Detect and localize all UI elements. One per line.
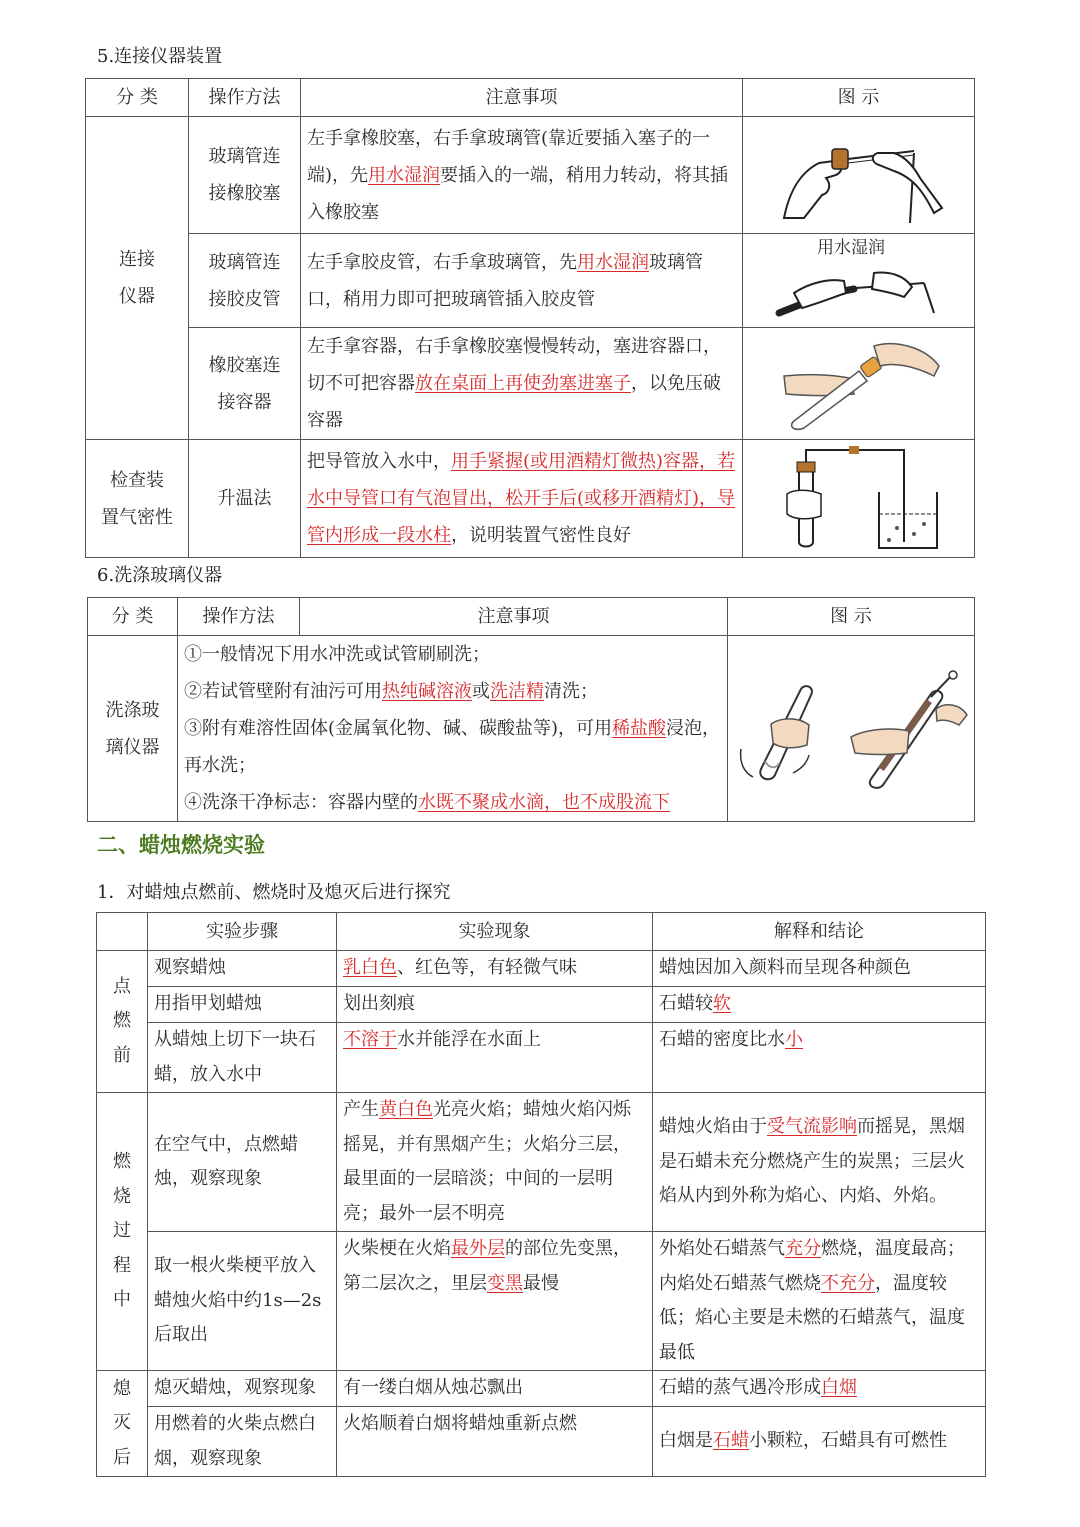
note-text: ④洗涤干净标志：容器内壁的 — [184, 792, 418, 813]
note-key-text: 用水湿润 — [368, 164, 441, 186]
plain-text: 蜡烛火焰由于 — [659, 1116, 767, 1138]
conclusion-match — [653, 1232, 986, 1371]
figure-label-wet: 用水湿润 — [817, 238, 885, 258]
step-cut: 从蜡烛上切下一块石蜡，放入水中 — [148, 1023, 337, 1093]
note-text: 要插入的一端，稍用力转动，将其插入橡胶塞 — [307, 164, 729, 223]
wash-notes — [178, 636, 728, 822]
hands-stopper-test-tube-icon — [774, 336, 944, 431]
plain-text: 最慢 — [523, 1272, 559, 1294]
wash-glassware-table — [87, 597, 975, 822]
plain-text: 外焰处石蜡蒸气 — [659, 1238, 785, 1259]
answer-text: 变黑 — [487, 1272, 523, 1294]
candle-experiment-table — [96, 912, 986, 1477]
plain-text: 、红色等，有轻微气味 — [397, 957, 577, 979]
step-extinguish: 熄灭蜡烛，观察现象 — [148, 1371, 337, 1407]
figure-wash — [728, 636, 975, 822]
phenomenon-light — [337, 1093, 653, 1232]
note-text: ，说明装置气密性良好 — [451, 525, 631, 546]
answer-text: 石蜡 — [713, 1430, 749, 1452]
part-2-heading: 二、蜡烛燃烧实验 — [97, 833, 265, 857]
note-text: 清洗； — [544, 681, 598, 702]
method-line: 接橡胶塞 — [208, 183, 281, 204]
header-category: 分 类 — [86, 79, 189, 117]
group-after — [97, 1371, 148, 1477]
method-line: 接胶皮管 — [208, 288, 281, 310]
note-text: 左手拿容器，右手拿橡胶塞慢慢转动，塞进容器口，切不可把容器 — [307, 336, 721, 394]
plain-text: 石蜡的密度比水 — [659, 1029, 785, 1050]
plain-text: ，温度较低；焰心主要是未燃的石蜡蒸气，温度最低 — [659, 1272, 965, 1363]
group-char: 熄 — [113, 1377, 131, 1399]
note-tube-stopper — [301, 117, 743, 234]
plain-text: 火柴梗在火焰 — [343, 1238, 451, 1259]
header-phenomenon: 实验现象 — [337, 913, 653, 951]
step-match: 取一根火柴梗平放入蜡烛火焰中约1s—2s 后取出 — [148, 1232, 337, 1371]
method-tube-stopper — [189, 117, 301, 234]
plain-text: 小颗粒，石蜡具有可燃性 — [749, 1430, 947, 1452]
group-during — [97, 1093, 148, 1371]
answer-text: 受气流影响 — [767, 1116, 857, 1138]
step-scratch: 用指甲划蜡烛 — [148, 987, 337, 1023]
group-char: 过 — [113, 1220, 131, 1242]
step-light: 在空气中，点燃蜡烛，观察现象 — [148, 1093, 337, 1232]
note-text: 玻璃管口，稍用力即可把玻璃管插入胶皮管 — [307, 251, 703, 310]
note-text: 把导管放入水中， — [307, 451, 451, 472]
category-line: 洗涤玻 — [105, 699, 160, 721]
answer-text: 白烟 — [821, 1377, 857, 1399]
note-text: 或 — [472, 681, 490, 702]
plain-text: 产生 — [343, 1099, 379, 1120]
answer-text: 小 — [785, 1029, 803, 1050]
header-figure: 图 示 — [728, 598, 975, 636]
answer-text: 最外层 — [451, 1238, 505, 1259]
category-wash — [88, 636, 178, 822]
method-line: 接容器 — [217, 391, 272, 413]
group-char: 烧 — [113, 1185, 131, 1207]
hands-glass-tube-stopper-icon — [774, 123, 944, 228]
group-char: 程 — [113, 1254, 131, 1276]
header-method: 操作方法 — [178, 598, 300, 636]
category-line: 璃仪器 — [105, 736, 160, 758]
figure-stopper-container — [743, 328, 975, 440]
phenomenon-extinguish: 有一缕白烟从烛芯飘出 — [337, 1371, 653, 1407]
answer-text: 不充分 — [821, 1272, 875, 1294]
group-char: 燃 — [113, 1151, 131, 1173]
conclusion-extinguish — [653, 1371, 986, 1407]
method-line: 玻璃管连 — [208, 251, 281, 273]
plain-text: 石蜡的蒸气遇冷形成 — [659, 1377, 821, 1399]
note-key-text: 稀盐酸 — [612, 718, 667, 739]
note-key-text: 热纯碱溶液 — [382, 681, 472, 702]
phenomenon-match — [337, 1232, 653, 1371]
group-char: 后 — [113, 1446, 131, 1468]
answer-text: 不溶于 — [343, 1029, 397, 1050]
wash-line-1: ①一般情况下用水冲洗或试管刷刷洗； — [184, 644, 490, 665]
header-notes: 注意事项 — [301, 79, 743, 117]
header-category: 分 类 — [88, 598, 178, 636]
hand-test-tube-wash-icon — [731, 669, 971, 789]
plain-text: 石蜡较 — [659, 993, 713, 1015]
category-connect-line1: 连接 — [119, 249, 155, 270]
part-2-subtitle: 1．对蜡烛点燃前、燃烧时及熄灭后进行探究 — [97, 882, 451, 903]
note-text: ③附有难溶性固体(金属氧化物、碱、碳酸盐等)，可用 — [184, 718, 613, 739]
header-figure: 图 示 — [743, 79, 975, 117]
conclusion-scratch — [653, 987, 986, 1023]
wash-line-2 — [184, 673, 721, 710]
step-observe: 观察蜡烛 — [148, 951, 337, 987]
wash-line-3 — [184, 710, 721, 784]
figure-tube-hose — [743, 234, 975, 328]
category-line: 置气密性 — [101, 506, 173, 528]
section-5-title: 5.连接仪器装置 — [97, 46, 223, 67]
phenomenon-observe — [337, 951, 653, 987]
figure-airtightness — [743, 440, 975, 558]
plain-text: 光亮火焰；蜡烛火焰闪烁摇晃，并有黑烟产生；火焰分三层，最里面的一层暗淡；中间的一层明亮；最外一层不明亮 — [343, 1099, 631, 1224]
note-airtightness — [301, 440, 743, 558]
phenomenon-cut — [337, 1023, 653, 1093]
note-text: 左手拿胶皮管，右手拿玻璃管，先 — [307, 251, 577, 273]
phenomenon-relight: 火焰顺着白烟将蜡烛重新点燃 — [337, 1407, 653, 1477]
group-char: 前 — [113, 1044, 131, 1066]
group-char: 中 — [113, 1289, 131, 1311]
method-line: 橡胶塞连 — [208, 354, 281, 376]
method-heating: 升温法 — [189, 440, 301, 558]
group-char: 燃 — [113, 1010, 131, 1032]
answer-text: 黄白色 — [379, 1099, 433, 1120]
category-connect-line2: 仪器 — [119, 286, 155, 307]
conclusion-observe: 蜡烛因加入颜料而呈现各种颜色 — [653, 951, 986, 987]
connect-apparatus-table — [85, 78, 975, 558]
note-text: ②若试管壁附有油污可用 — [184, 681, 382, 702]
phenomenon-scratch: 划出刻痕 — [337, 987, 653, 1023]
header-method: 操作方法 — [189, 79, 301, 117]
category-line: 检查装 — [110, 469, 164, 491]
header-blank — [97, 913, 148, 951]
plain-text: 燃烧，温度最高；内焰处石蜡蒸气燃烧 — [659, 1238, 965, 1294]
group-char: 点 — [113, 975, 131, 997]
method-line: 玻璃管连 — [208, 146, 281, 167]
group-char: 灭 — [113, 1412, 131, 1434]
hands-glass-tube-rubber-hose-icon — [774, 263, 944, 323]
note-key-text: 用手紧握(或用酒精灯微热)容器，若水中导管口有气泡冒出，松开手后(或移开酒精灯)，导管内形成一段水柱 — [307, 451, 736, 546]
answer-text: 软 — [713, 993, 731, 1015]
wash-line-4 — [184, 784, 721, 821]
plain-text: 水并能浮在水面上 — [397, 1029, 541, 1050]
note-text: ，以免压破容器 — [307, 373, 721, 431]
conclusion-light — [653, 1093, 986, 1232]
note-text: 浸泡，再水洗； — [184, 718, 721, 776]
note-tube-hose — [301, 234, 743, 328]
method-stopper-container — [189, 328, 301, 440]
conclusion-relight — [653, 1407, 986, 1477]
note-text: 左手拿橡胶塞，右手拿玻璃管(靠近要插入塞子的一端)，先 — [307, 127, 711, 186]
method-tube-hose — [189, 234, 301, 328]
answer-text: 乳白色 — [343, 957, 397, 979]
note-key-text: 放在桌面上再使劲塞进塞子 — [415, 373, 631, 394]
section-6-title: 6.洗涤玻璃仪器 — [97, 565, 223, 586]
note-key-text: 水既不聚成水滴，也不成股流下 — [418, 792, 670, 813]
header-step: 实验步骤 — [148, 913, 337, 951]
plain-text: 白烟是 — [659, 1430, 713, 1452]
conclusion-cut — [653, 1023, 986, 1093]
answer-text: 充分 — [785, 1238, 821, 1259]
plain-text: 而摇晃，黑烟是石蜡未充分燃烧产生的炭黑；三层火焰从内到外称为焰心、内焰、外焰。 — [659, 1116, 965, 1207]
category-airtightness — [86, 440, 189, 558]
airtightness-setup-icon — [769, 444, 949, 554]
category-connect — [86, 117, 189, 440]
note-key-text: 用水湿润 — [577, 251, 649, 273]
note-key-text: 洗洁精 — [490, 681, 544, 702]
header-conclusion: 解释和结论 — [653, 913, 986, 951]
figure-tube-stopper — [743, 117, 975, 234]
plain-text: 的部位先变黑，第二层次之，里层 — [343, 1238, 631, 1294]
header-notes: 注意事项 — [300, 598, 728, 636]
note-stopper-container — [301, 328, 743, 440]
group-before — [97, 951, 148, 1093]
step-relight: 用燃着的火柴点燃白烟，观察现象 — [148, 1407, 337, 1477]
